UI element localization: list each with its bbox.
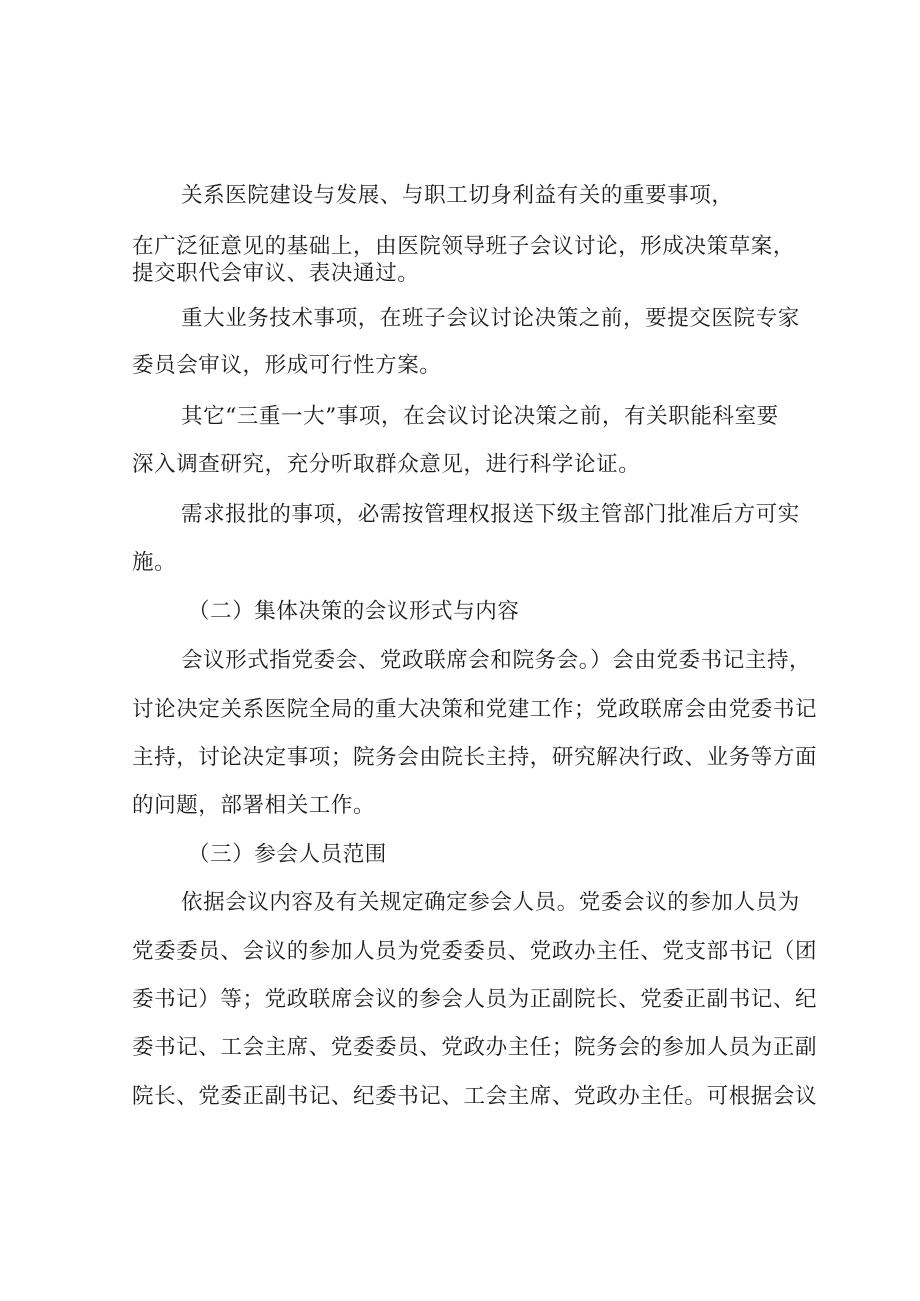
text-line: 委员会审议，形成可行性方案。 xyxy=(132,353,442,378)
text-line: 提交职代会审议、表决通过。 xyxy=(132,261,420,286)
text-line: 在广泛征意见的基础上，由医院领导班子会议讨论，形成决策草案， xyxy=(132,234,796,259)
text-line: 委书记）等；党政联席会议的参会人员为正副院长、党委正副书记、纪 xyxy=(132,987,818,1012)
text-line: 党委委员、会议的参加人员为党委委员、党政办主任、党支部书记（团 xyxy=(132,939,818,964)
text-line: 院长、党委正副书记、纪委书记、工会主席、党政办主任。可根据会议 xyxy=(132,1084,818,1109)
text-line: 施。 xyxy=(132,550,177,575)
section-heading: （三）参会人员范围 xyxy=(188,842,387,867)
text-line: 需求报批的事项，必需按管理权报送下级主管部门批准后方可实 xyxy=(181,502,800,527)
text-line: 重大业务技术事项，在班子会议讨论决策之前，要提交医院专家 xyxy=(181,306,800,331)
text-line: 委书记、工会主席、党委委员、党政办主任；院务会的参加人员为正副 xyxy=(132,1035,818,1060)
text-line: 深入调查研究，充分听取群众意见，进行科学论证。 xyxy=(132,452,641,477)
text-line: 讨论决定关系医院全局的重大决策和党建工作；党政联席会由党委书记 xyxy=(132,697,818,722)
text-line: 主持，讨论决定事项；院务会由院长主持，研究解决行政、业务等方面 xyxy=(132,745,818,770)
text-line: 关系医院建设与发展、与职工切身利益有关的重要事项， xyxy=(181,183,734,208)
section-heading: （二）集体决策的会议形式与内容 xyxy=(188,599,520,624)
text-line: 其它“三重一大”事项，在会议讨论决策之前，有关职能科室要 xyxy=(181,404,779,429)
text-line: 的问题，部署相关工作。 xyxy=(132,793,376,818)
text-line: 会议形式指党委会、党政联席会和院务会。）会由党委书记主持， xyxy=(181,648,812,673)
text-line: 依据会议内容及有关规定确定参会人员。党委会议的参加人员为 xyxy=(181,890,800,915)
